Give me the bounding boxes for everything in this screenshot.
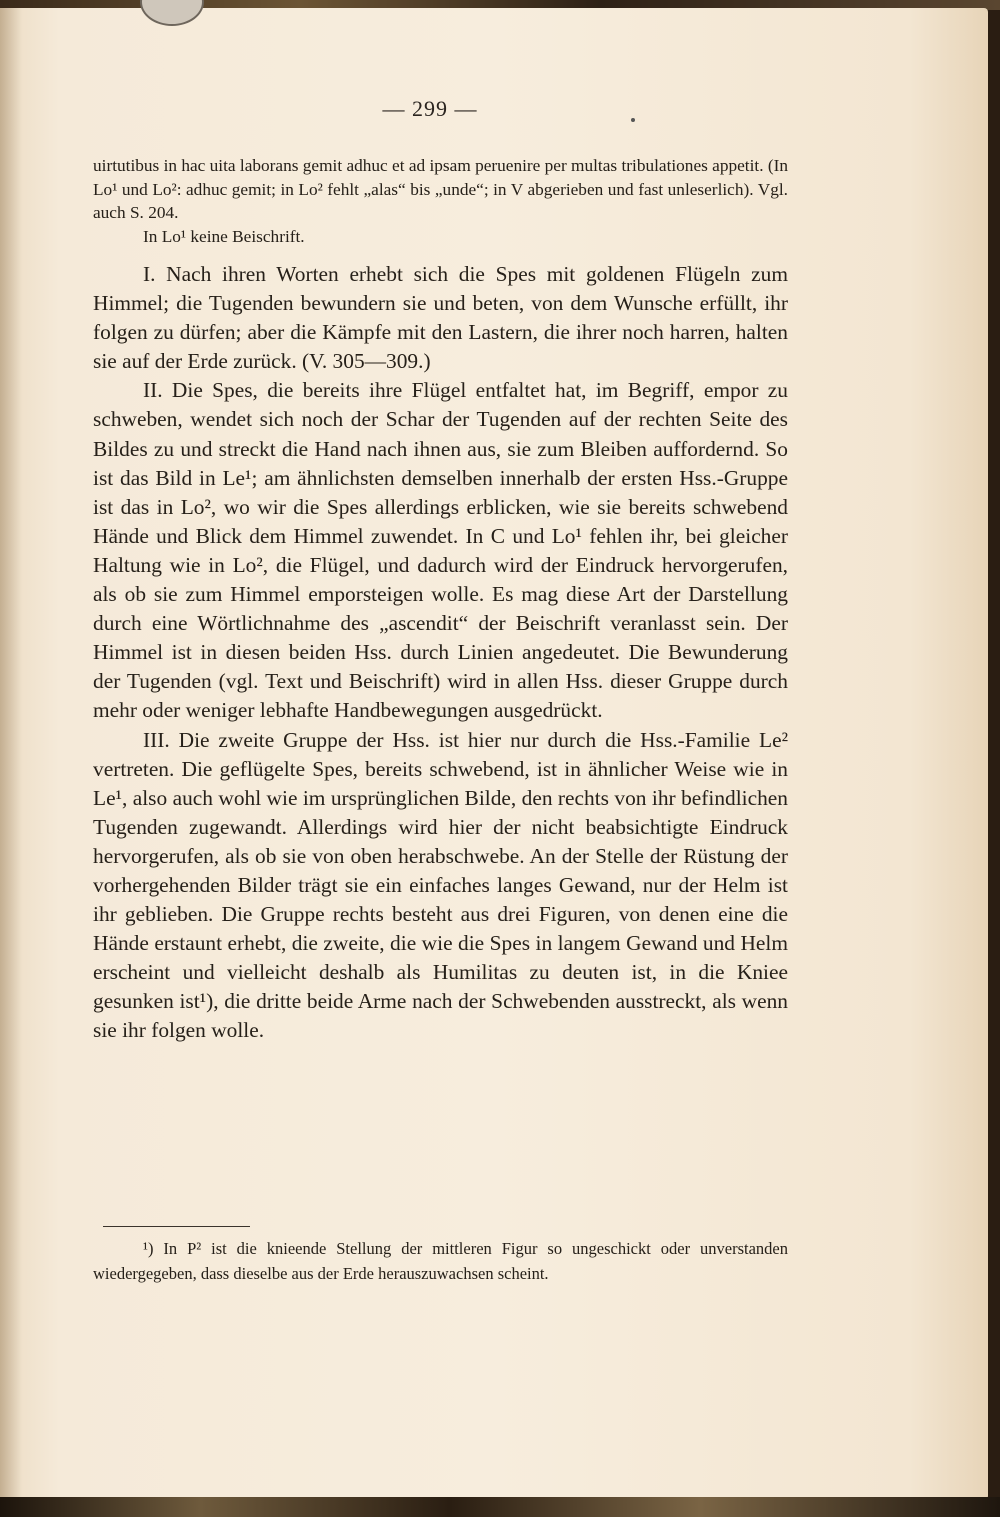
footnotes [93, 1236, 788, 1286]
top-note-beischrift: In Lo¹ keine Beischrift. [143, 226, 305, 246]
book-bottom-edge [0, 1497, 1000, 1517]
footnote-1: ¹) In P² ist die knieende Stellung der mittleren Figur so ungeschickt oder unverstanden wiedergegeben, dass dieselbe aus der Erde herauszuwachsen scheint. [93, 1239, 788, 1283]
top-note-block [93, 154, 788, 248]
paragraph-3: III. Die zweite Gruppe der Hss. ist hier nur durch die Hss.-Familie Le² vertreten. Die geflügelte Spes, bereits schwebend, ist in ähnlicher Weise wie in Le¹, also auch wohl wie im ursprünglichen Bilde, den rechts von ihr befindlichen Tugenden zugewandt. Allerdings wird hier der nicht beabsichtigte Eindruck hervorgerufen, als ob sie von oben herabschwebe. An der Stelle der Rüstung der vorhergehenden Bilder trägt sie ein einfaches langes Gewand, nur der Helm ist ihr geblieben. Die Gruppe rechts besteht aus drei Figuren, von denen eine die Hände erstaunt erhebt, die zweite, die wie die Spes in langem Gewand und Helm erscheint und vielleicht deshalb als Humilitas zu deuten ist, in die Kniee gesunken ist¹), die dritte beide Arme nach der Schwebenden ausstreckt, als wenn sie ihr folgen wolle. [93, 727, 788, 1043]
footnote-rule [103, 1226, 250, 1227]
top-note-latin: uirtutibus in hac uita laborans gemit adhuc et ad ipsam peruenire per multas tribulationes appetit. (In Lo¹ und Lo²: adhuc gemit; in Lo² fehlt „alas“ bis „unde“; in V abgerieben und fast unleserlich). Vgl. auch S. 204. [93, 156, 788, 222]
ink-speck [631, 118, 635, 122]
page-gutter-shadow [0, 8, 22, 1500]
main-text [93, 260, 788, 1046]
paragraph-2: II. Die Spes, die bereits ihre Flügel entfaltet hat, im Begriff, empor zu schweben, wendet sich noch der Schar der Tugenden auf der rechten Seite des Bildes zu und streckt die Hand nach ihnen aus, sie zum Bleiben auffordernd. So ist das Bild in Le¹; am ähnlichsten demselben innerhalb der ersten Hss.-Gruppe ist das in Lo², wo wir die Spes allerdings erblicken, wie sie bereits schwebend Hände und Blick dem Himmel zuwendet. In C und Lo¹ fehlen ihr, bei gleicher Haltung wie in Lo², die Flügel, und dadurch wird der Eindruck hervorgerufen, als ob sie zum Himmel emporsteigen wolle. Es mag diese Art der Darstellung durch eine Wörtlichnahme des „ascendit“ der Beischrift veranlasst sein. Der Himmel ist in diesen beiden Hss. durch Linien angedeutet. Die Bewunderung der Tugenden (vgl. Text und Beischrift) wird in allen Hss. dieser Gruppe durch mehr oder weniger lebhafte Handbewegungen ausgedrückt. [93, 378, 788, 723]
paragraph-1: I. Nach ihren Worten erhebt sich die Spes mit goldenen Flügeln zum Himmel; die Tugenden bewundern sie und beten, von dem Wunsche erfüllt, ihr folgen zu dürfen; aber die Kämpfe mit den Lastern, die ihrer noch harren, halten sie auf der Erde zurück. (V. 305—309.) [93, 262, 788, 374]
page-number: — 299 — [382, 96, 478, 121]
